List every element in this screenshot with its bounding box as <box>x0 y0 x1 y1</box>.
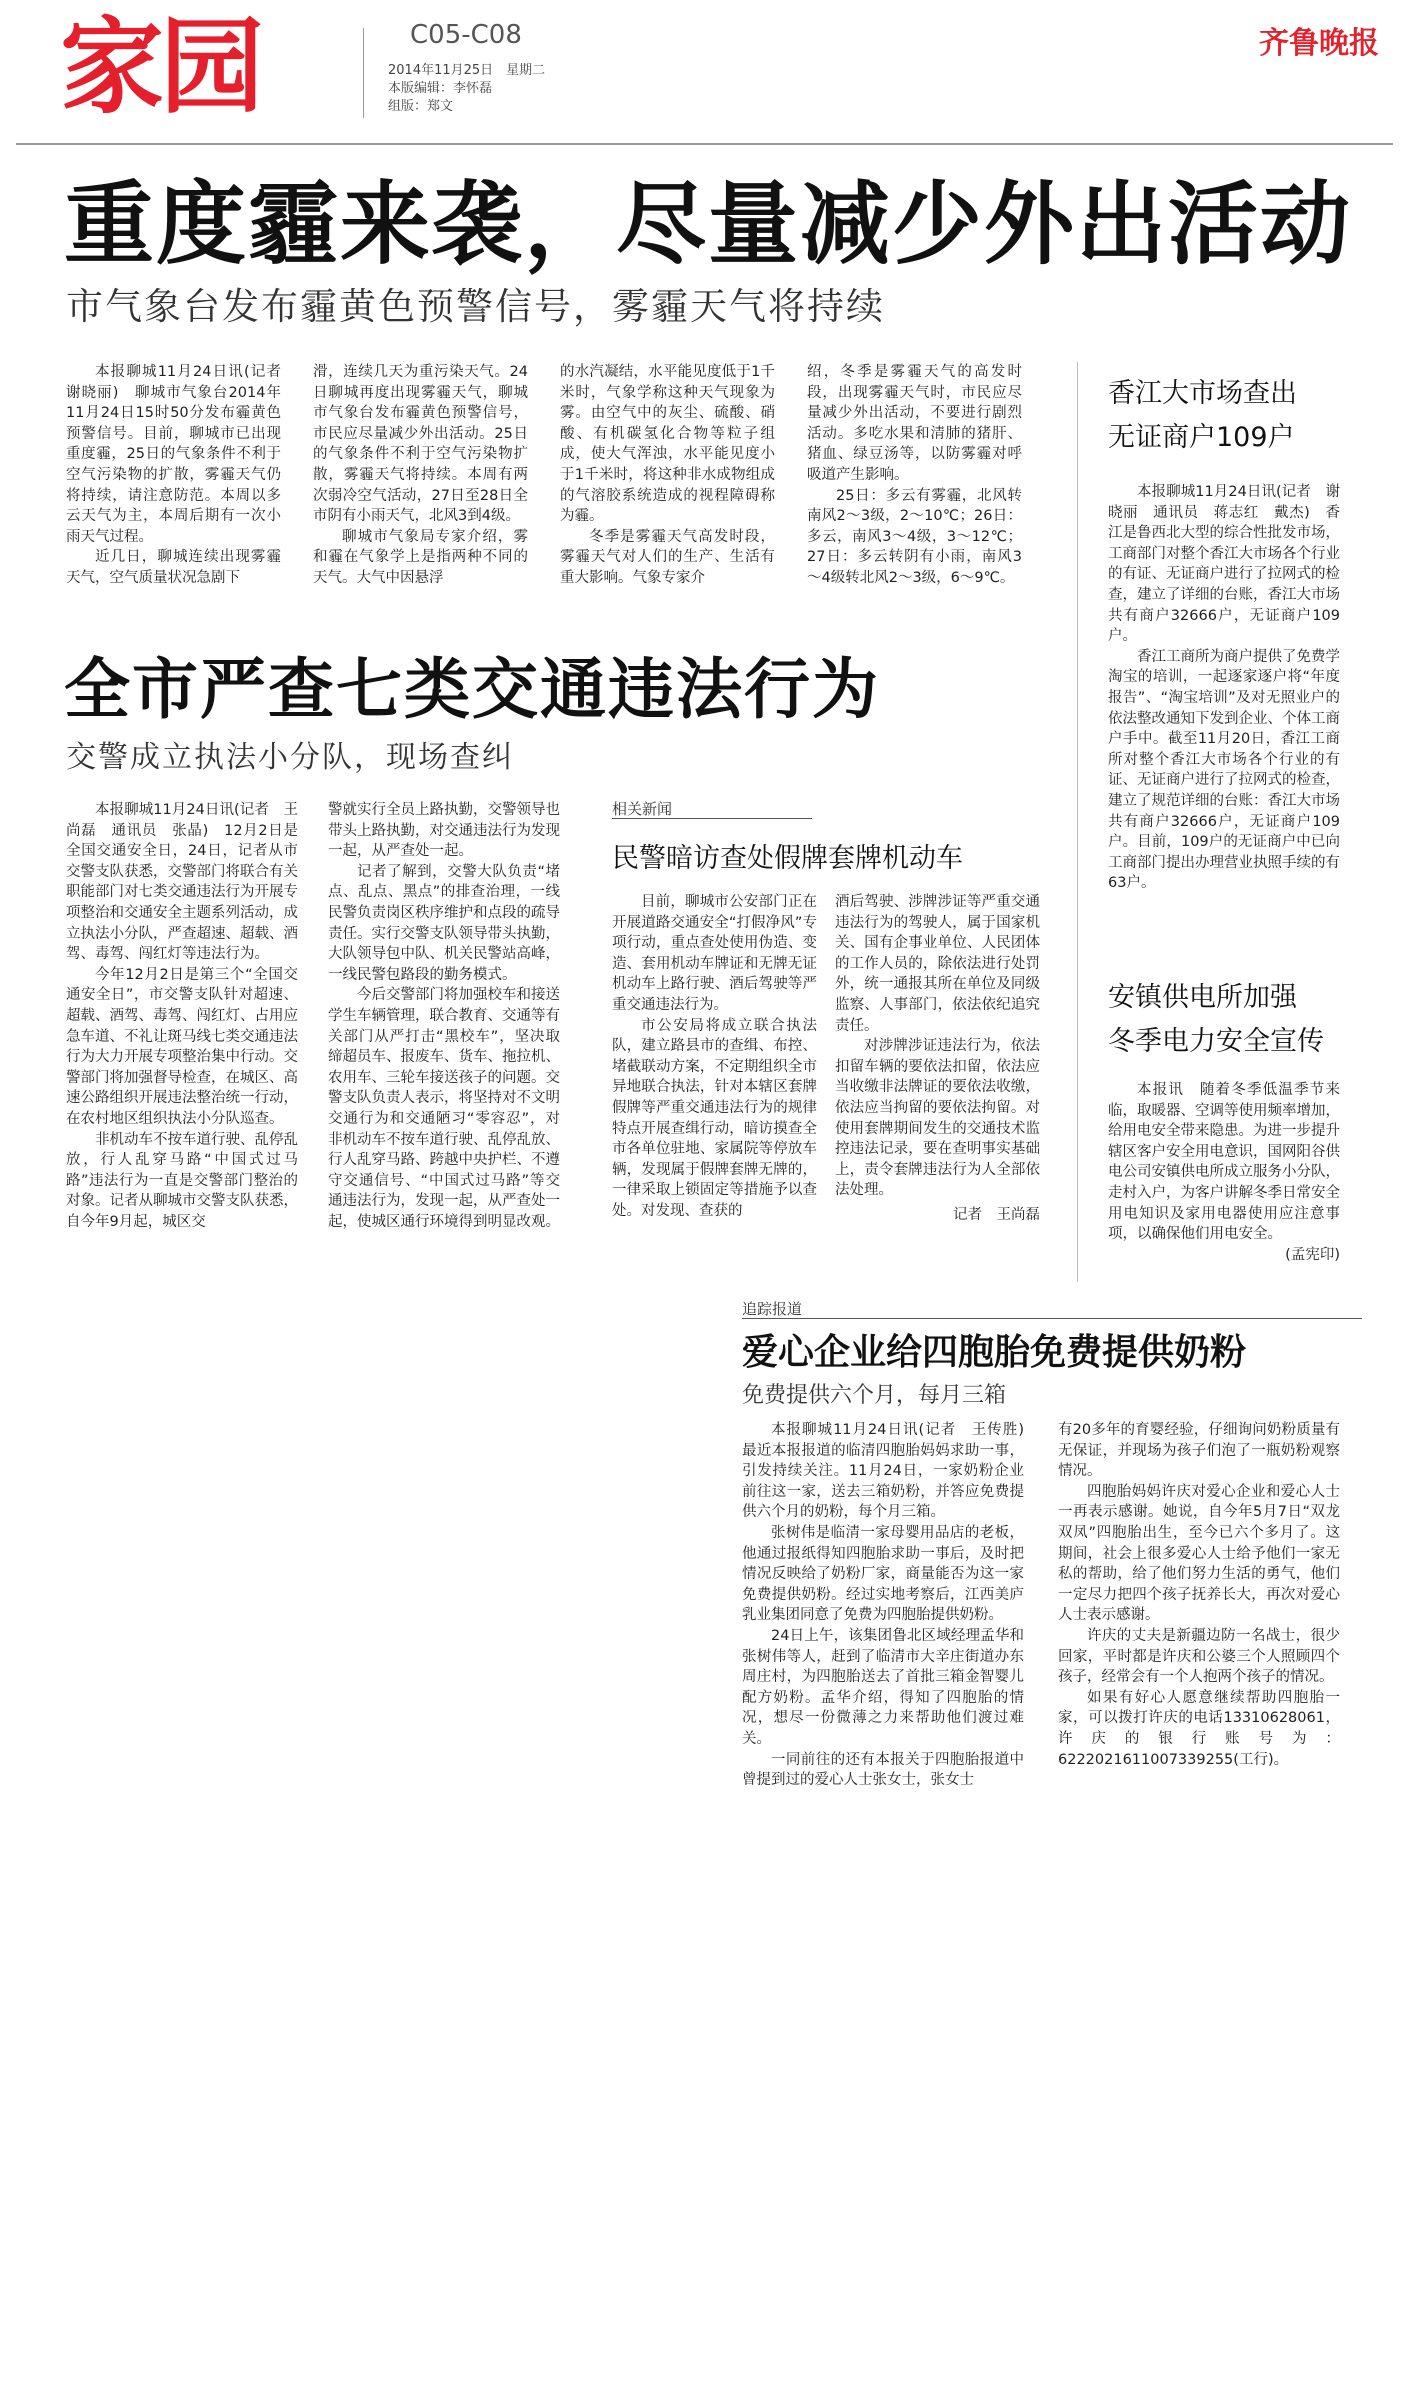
paragraph: 本报聊城11月24日讯(记者 谢晓丽 通讯员 蒋志红 戴杰) 香江是鲁西北大型的综合性批发市场，工商部门对整个香江大市场各个行业的有证、无证商户进行了拉网式的检查，建立了详细的台账，香江大市场共有商户32666户，无证商户109户。 <box>1108 484 1340 645</box>
paragraph: 25日：多云有雾霾，北风转南风2～3级，2～10℃；26日：多云，南风3～4级，3～12℃；27日：多云转阴有小雨，南风3～4级转北风2～3级，6～9℃。 <box>807 487 1022 586</box>
paragraph: 的水汽凝结，水平能见度低于1千米时，气象学称这种天气现象为雾。由空气中的灰尘、硫酸、硝酸、有机碳氢化合物等粒子组成，使大气浑浊，水平能见度小于1千米时，将这种非水成物组成的气溶胶系统造成的视程障碍称为霾。 <box>560 364 775 525</box>
paragraph: 四胞胎妈妈许庆对爱心企业和爱心人士一再表示感谢。她说，自今年5月7日“双龙双凤”四胞胎出生，至今已六个多月了。这期间，社会上很多爱心人士给予他们一家无私的帮助，给了他们努力生活的勇气，他们一定尽力把四个孩子抚养长大，再次对爱心人士表示感谢。 <box>1058 1483 1340 1624</box>
story2-column-1 <box>66 800 298 1232</box>
story1-headline: 重度霾来袭，尽量减少外出活动 <box>64 172 1352 277</box>
paragraph: 本报讯 随着冬季低温季节来临，取暖器、空调等使用频率增加，给用电安全带来隐患。为进一步提升辖区客户安全用电意识，国网阳谷供电公司安镇供电所成立服务小分队，走村入户，为客户讲解冬季日常安全用电知识及家用电器使用应注意事项，以确保他们用电安全。 <box>1108 1082 1340 1243</box>
sidebar2-headline-line1: 安镇供电所加强 <box>1108 982 1297 1013</box>
story1-column-2 <box>313 362 528 589</box>
layout-line: 组版：郑文 <box>388 99 454 114</box>
paragraph: 聊城市气象局专家介绍，雾和霾在气象学上是指两种不同的天气。大气中因悬浮 <box>313 528 528 586</box>
story1-subhead: 市气象台发布霾黄色预警信号，雾霾天气将持续 <box>66 285 885 328</box>
sidebar1-headline <box>1108 372 1297 460</box>
paragraph: 绍，冬季是雾霾天气的高发时段，出现雾霾天气时，市民应尽量减少外出活动，不要进行剧烈活动。多吃水果和清肺的猪肝、猪血、绿豆汤等，以防雾霾对呼吸道产生影响。 <box>807 364 1022 483</box>
story1-column-3 <box>560 362 775 589</box>
paragraph: 许庆的丈夫是新疆边防一名战士，很少回家，平时都是许庆和公婆三个人照顾四个孩子，经常会有一个人抱两个孩子的情况。 <box>1058 1627 1340 1686</box>
header-divider <box>363 28 364 118</box>
section-title: 家园 <box>60 6 261 128</box>
story1-column-1 <box>66 362 296 589</box>
paragraph: 警就实行全员上路执勤，交警领导也带头上路执勤，对交通违法行为发现一起，从严查处一起。 <box>328 802 560 860</box>
related-headline: 民警暗访查处假牌套牌机动车 <box>612 843 963 874</box>
paragraph: 张树伟是临清一家母婴用品店的老板，他通过报纸得知四胞胎求助一事后，及时把情况反映给了奶粉厂家，商量能否为这一家免费提供奶粉。经过实地考察后，江西美庐乳业集团同意了免费为四胞胎提供奶粉。 <box>742 1524 1024 1624</box>
paragraph: 本报聊城11月24日讯(记者 谢晓丽) 聊城市气象台2014年11月24日15时50分发布霾黄色预警信号。目前，聊城市已出现重度霾，25日的气象条件不利于空气污染物的扩散，雾霾天气仍将持续，请注意防范。本周以多云天气为主，本周后期有一次小雨天气过程。 <box>66 364 296 545</box>
paragraph: 市公安局将成立联合执法队，建立路县市的查缉、布控、堵截联动方案，不定期组织全市异地联合执法，针对本辖区套牌假牌等严重交通违法行为的规律特点开展查缉行动，暗访摸查全市各单位驻地、家属院等停放车辆，发现属于假牌套牌无牌的，一律采取上锁固定等措施予以查处。对发现、查获的 <box>612 1017 817 1219</box>
paragraph: 有20多年的育婴经验，仔细询问奶粉质量有无保证，并现场为孩子们泡了一瓶奶粉观察情况。 <box>1058 1422 1340 1480</box>
editor-line: 本版编辑：李怀磊 <box>388 81 493 96</box>
paragraph: 目前，聊城市公安部门正在开展道路交通安全“打假净风”专项行动，重点查处使用伪造、变造、套用机动车牌证和无牌无证机动车上路行驶、酒后驾驶等严重交通违法行为。 <box>612 894 817 1013</box>
paragraph: 对涉牌涉证违法行为，依法扣留车辆的要依法扣留，依法应当收缴非法牌证的要依法收缴，依法应当拘留的要依法拘留。对使用套牌期间发生的交通技术监控违法记录，要在查明事实基础上，责令套牌违法行为人全部依法处理。 <box>835 1038 1040 1199</box>
related-byline: 记者 王尚磊 <box>953 1206 1040 1223</box>
sidebar2-headline-line2: 冬季电力安全宣传 <box>1108 1026 1324 1057</box>
header-rule <box>16 143 1393 145</box>
sidebar1-body <box>1108 482 1340 894</box>
story1-column-4 <box>807 362 1022 589</box>
sidebar2-body <box>1108 1080 1340 1265</box>
followup-tag: 追踪报道 <box>742 1300 803 1318</box>
followup-column-1 <box>742 1420 1039 1791</box>
sidebar1-headline-line1: 香江大市场查出 <box>1108 378 1297 409</box>
paragraph: 酒后驾驶、涉牌涉证等严重交通违法行为的驾驶人，属于国家机关、国有企事业单位、人民团体的工作人员的，除依法进行处罚外，统一通报其所在单位及同级监察、人事部门，依法依纪追究责任。 <box>835 894 1040 1034</box>
date-line: 2014年11月25日 星期二 <box>388 63 546 78</box>
story2-subhead: 交警成立执法小分队，现场查纠 <box>66 740 514 775</box>
column-divider <box>1077 362 1078 1282</box>
followup-tag-rule <box>742 1318 1362 1319</box>
followup-headline: 爱心企业给四胞胎免费提供奶粉 <box>742 1332 1247 1373</box>
related-tag: 相关新闻 <box>612 800 673 818</box>
paragraph: 非机动车不按车道行驶、乱停乱放，行人乱穿马路“中国式过马路”违法行为一直是交警部门整治的对象。记者从聊城市交警支队获悉，自今年9月起，城区交 <box>66 1131 298 1230</box>
paragraph: 本报聊城11月24日讯(记者 王尚磊 通讯员 张晶) 12月2日是全国交通安全日，24日，记者从市交警支队获悉，交警部门将联合有关职能部门对七类交通违法行为开展专项整治和交通安全主题系列活动，成立执法小分队，严查超速、超载、酒驾、毒驾、闯红灯等违法行为。 <box>66 802 298 963</box>
related-tag-rule <box>612 818 812 819</box>
paragraph: 24日上午，该集团鲁北区域经理孟华和张树伟等人，赶到了临清市大辛庄街道办东周庄村，为四胞胎送去了首批三箱金智婴儿配方奶粉。孟华介绍，得知了四胞胎的情况，想尽一份微薄之力来帮助他们渡过难关。 <box>742 1627 1024 1747</box>
story2-headline: 全市严查七类交通违法行为 <box>64 651 880 728</box>
paragraph: 今后交警部门将加强校车和接送学生车辆管理，联合教育、交通等有关部门从严打击“黑校车”，坚决取缔超员车、报废车、货车、拖拉机、农用车、三轮车接送孩子的问题。交警支队负责人表示，将坚持对不文明交通行为和交通陋习“零容忍”，对非机动车不按车道行驶、乱停乱放、行人乱穿马路、跨越中央护栏、不遵守交通信号、“中国式过马路”等交通违法行为，发现一起，从严查处一起，使城区通行环境得到明显改观。 <box>328 987 560 1230</box>
paper-logo: 齐鲁晚报 <box>1259 26 1379 61</box>
paragraph: 本报聊城11月24日讯(记者 王传胜) 最近本报报道的临清四胞胎妈妈求助一事，引发持续关注。11月24日，一家奶粉企业前往这一家，送去三箱奶粉，并答应免费提供六个月的奶粉，每个月三箱。 <box>742 1422 1039 1521</box>
paragraph: 一同前往的还有本报关于四胞胎报道中曾提到过的爱心人士张女士，张女士 <box>742 1751 1024 1789</box>
page-code: C05-C08 <box>410 20 522 50</box>
related-column-2 <box>835 892 1040 1226</box>
paragraph: 冬季是雾霾天气高发时段，雾霾天气对人们的生产、生活有重大影响。气象专家介 <box>560 528 775 586</box>
paragraph: 香江工商所为商户提供了免费学淘宝的培训，一起逐家逐户将“年度报告”、“淘宝培训”及对无照业户的依法整改通知下发到企业、个体工商户手中。截至11月20日，香江工商所对整个香江大市场各个行业的有证、无证商户进行了拉网式的检查，建立了规范详细的台账：香江大市场共有商户32666户，无证商户109户。目前，109户的无证商户中已向工商部门提出办理营业执照手续的有63户。 <box>1108 648 1340 892</box>
paragraph: 如果有好心人愿意继续帮助四胞胎一家，可以拨打许庆的电话13310628061，许庆的银行账号为：6222021611007339255(工行)。 <box>1058 1689 1340 1768</box>
followup-subhead: 免费提供六个月，每月三箱 <box>742 1383 1007 1408</box>
paragraph: 记者了解到，交警大队负责“堵点、乱点、黑点”的排查治理，一线民警负责岗区秩序维护和点段的疏导责任。实行交警支队领导带头执勤，大队领导包中队、机关民警站高峰，一线民警包路段的勤务模式。 <box>328 863 560 983</box>
sidebar2-headline <box>1108 976 1324 1064</box>
paragraph: 滑，连续几天为重污染天气。24日聊城再度出现雾霾天气，聊城市气象台发布霾黄色预警信号，市民应尽量减少外出活动。25日的气象条件不利于空气污染物扩散，雾霾天气将持续。本周有两次弱冷空气活动，27日至28日全市阴有小雨天气，北风3到4级。 <box>313 364 528 525</box>
sidebar1-headline-line2: 无证商户109户 <box>1108 422 1295 453</box>
paragraph: 近几日，聊城连续出现雾霾天气，空气质量状况急剧下 <box>66 549 281 586</box>
paragraph: 今年12月2日是第三个“全国交通安全日”，市交警支队针对超速、超载、酒驾、毒驾、闯红灯、占用应急车道、不礼让斑马线七类交通违法行为大力开展专项整治集中行动。交警部门将加强督导检查，在城区、高速公路组织开展违法整治统一行动，在农村地区组织执法小分队巡查。 <box>66 966 298 1127</box>
story2-column-2 <box>328 800 560 1232</box>
followup-column-2 <box>1058 1420 1340 1770</box>
sidebar2-byline: (孟宪印) <box>1285 1246 1340 1263</box>
related-column-1 <box>612 892 817 1222</box>
